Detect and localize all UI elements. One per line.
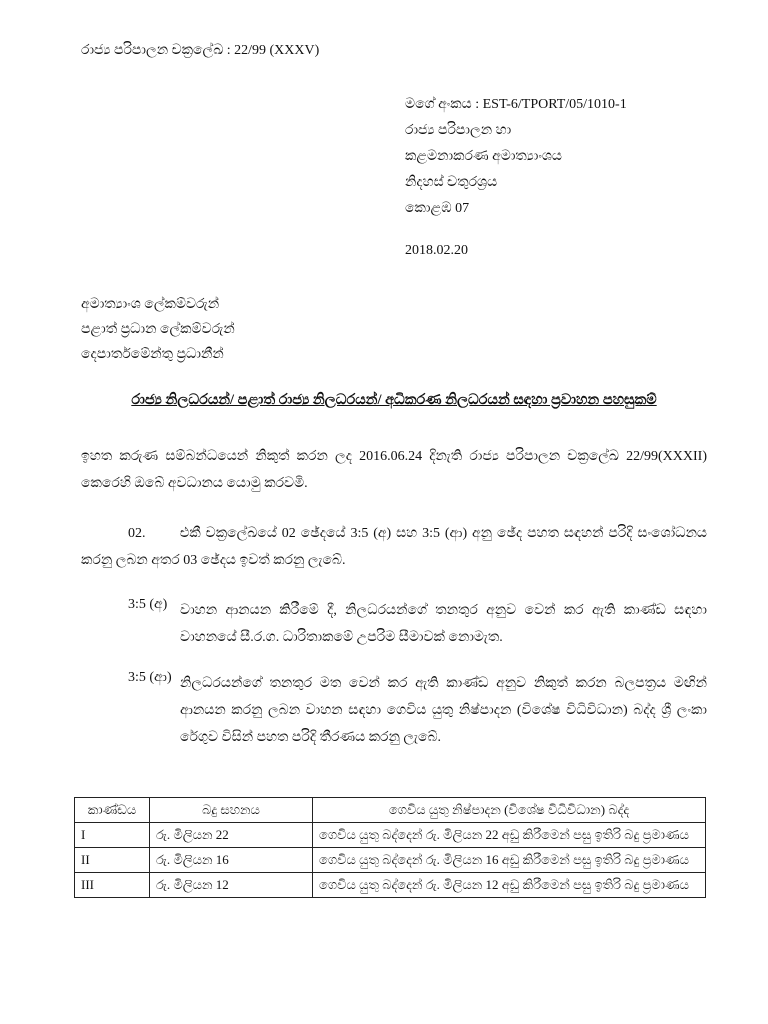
table-header-row <box>75 798 706 823</box>
table-cell: ගෙවිය යුතු බද්දෙන් රු. මිලියන 12 අඩු කිරීමෙන් පසු ඉතිරි බදු ප්‍රමාණය <box>313 873 706 898</box>
recipients-block <box>81 292 235 367</box>
column-header-duty: ගෙවිය යුතු නිෂ්පාදන (විශේෂ විධිවිධාන) බද්ද <box>313 798 706 823</box>
table-row <box>75 848 706 873</box>
letter-date: 2018.02.20 <box>405 243 468 258</box>
subclause-b-label: 3:5 (ආ) <box>128 670 172 685</box>
recipient-item: අමාත්‍යාංශ ලේකම්වරුන් <box>81 297 220 312</box>
tax-relief-table <box>74 797 706 898</box>
table-cell: I <box>75 823 150 848</box>
paragraph-2 <box>81 520 707 574</box>
table-cell: රු. මිලියන 22 <box>150 823 313 848</box>
paragraph-1: ඉහත කරුණ සම්බන්ධයෙන් නිකුත් කරන ලද 2016.06.24 දිනැති රාජ්‍ය පරිපාලන චක්‍රලේඛ 22/99(XXXII) කෙරෙහි ඔබේ අවධානය යොමු කරවමි. <box>81 449 707 491</box>
ministry-line-1: රාජ්‍ය පරිපාලන හා <box>405 123 512 138</box>
ministry-line-2: කළමනාකරණ අමාත්‍යාංශය <box>405 149 562 164</box>
paragraph-2-number: 02. <box>128 526 146 541</box>
table-cell: ගෙවිය යුතු බද්දෙන් රු. මිලියන 22 අඩු කිරීමෙන් පසු ඉතිරි බදු ප්‍රමාණය <box>313 823 706 848</box>
address-line: නිදහස් චතුරශ්‍රය <box>405 175 498 190</box>
subclause-b-text: නිලධරයන්ගේ තනතුර මත වෙන් කර ඇති කාණ්ඩ අනුව නිකුත් කරන බලපත්‍රය මඟින් ආනයන කරනු ලබන වාහන සඳහා ගෙවිය යුතු නිෂ්පාදන (විශේෂ විධිවිධාන) බද්ද ශ්‍රී ලංකා රේගුව විසින් පහත පරිදි තීරණය කරනු ලැබේ. <box>180 676 707 745</box>
recipient-item: පළාත් ප්‍රධාන ලේකම්වරුන් <box>81 322 235 337</box>
table-cell: III <box>75 873 150 898</box>
circular-number: රාජ්‍ය පරිපාලන චක්‍රලේඛ : 22/99 (XXXV) <box>81 43 320 58</box>
column-header-relief: බදු සහනය <box>150 798 313 823</box>
subclause-a-text: වාහන ආනයන කිරීමේ දී, නිලධරයන්ගේ තනතුර අනුව වෙන් කර ඇති කාණ්ඩ සඳහා වාහනයේ සී.ර.ග. ධාරිතාකමේ උපරිම සීමාවක් නොමැත. <box>180 603 707 645</box>
paragraph-2-text: එකී චක්‍රලේඛයේ 02 ඡේදයේ 3:5 (අ) සහ 3:5 (ආ) අනු ඡේද පහත සඳහන් පරිදි සංශෝධනය කරනු ලබන අතර 03 ඡේදය ඉවත් කරනු ලැබේ. <box>81 526 707 568</box>
recipient-item: දෙපාර්තමේන්තු ප්‍රධානීන් <box>81 347 224 362</box>
table-cell: රු. මිලියන 16 <box>150 848 313 873</box>
subject-heading: රාජ්‍ය නිලධරයන්/ පළාත් රාජ්‍ය නිලධරයන්/ අධිකරණ නිලධරයන් සඳහා ප්‍රවාහන පහසුකම් <box>131 392 657 408</box>
table-row <box>75 823 706 848</box>
city-line: කොළඹ 07 <box>405 201 470 216</box>
table-cell: II <box>75 848 150 873</box>
table-row <box>75 873 706 898</box>
column-header-category: කාණ්ඩය <box>75 798 150 823</box>
subclause-a-label: 3:5 (අ) <box>128 597 168 612</box>
sender-address-block <box>405 92 627 222</box>
reference-number: මගේ අංකය : EST-6/TPORT/05/1010-1 <box>405 97 627 112</box>
table-cell: රු. මිලියන 12 <box>150 873 313 898</box>
table-cell: ගෙවිය යුතු බද්දෙන් රු. මිලියන 16 අඩු කිරීමෙන් පසු ඉතිරි බදු ප්‍රමාණය <box>313 848 706 873</box>
